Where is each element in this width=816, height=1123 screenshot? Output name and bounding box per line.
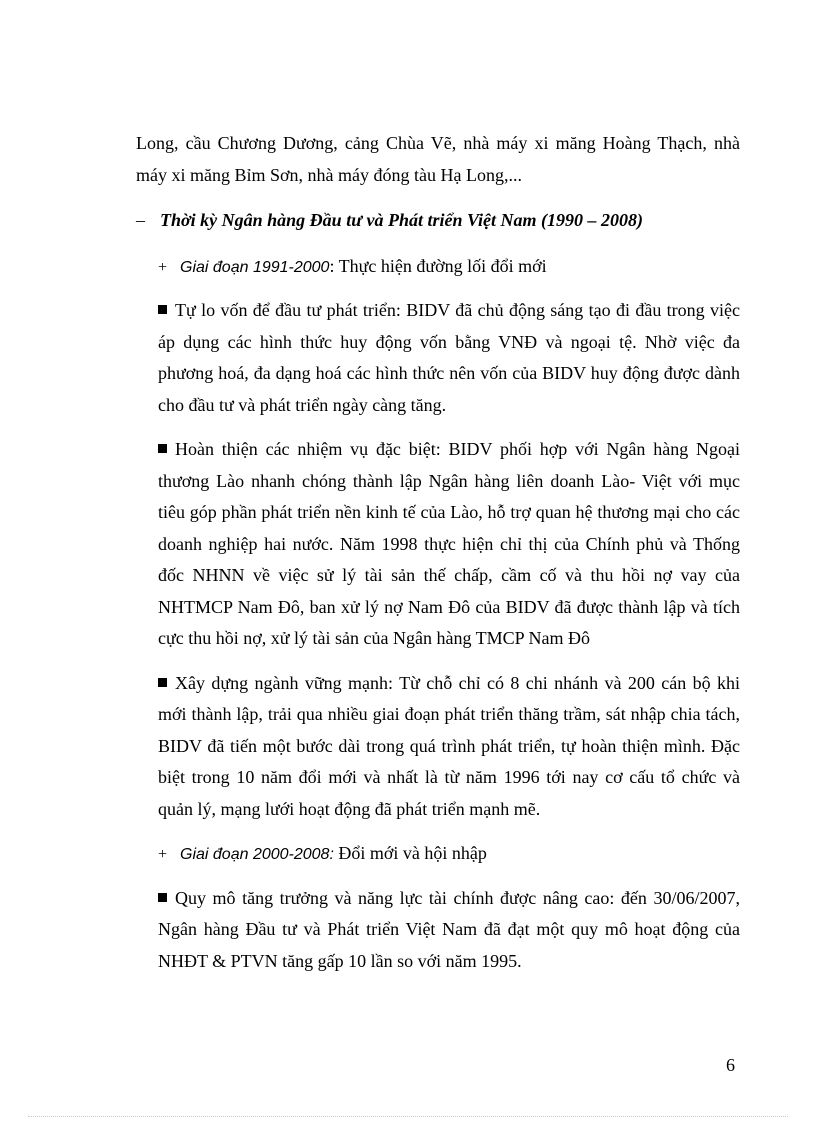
bullet-text: Hoàn thiện các nhiệm vụ đặc biệt: BIDV phối hợp với Ngân hàng Ngoại thương Lào nhanh chóng thành lập Ngân hàng liên doanh Lào- Việt với mục tiêu góp phần phát triển nền kinh tế của Lào, hỗ trợ quan hệ thương mại cho các doanh nghiệp hai nước. Năm 1998 thực hiện chỉ thị của Chính phủ và Thống đốc NHNN về việc sử lý tài sản thế chấp, cầm cố và thu hồi nợ vay của NHTMCP Nam Đô, ban xử lý nợ Nam Đô của BIDV đã được thành lập và tích cực thu hồi nợ, xử lý tài sản của Ngân hàng TMCP Nam Đô bbox=[158, 439, 740, 648]
period-heading-2000-2008 bbox=[158, 838, 740, 871]
period-label: Giai đoạn 1991-2000 bbox=[180, 258, 330, 276]
bullet-item bbox=[158, 883, 740, 978]
period-description: : Thực hiện đường lối đổi mới bbox=[329, 255, 547, 276]
section-title: Thời kỳ Ngân hàng Đầu tư và Phát triển Việt Nam (1990 – 2008) bbox=[160, 210, 643, 230]
bullet-text: Xây dựng ngành vững mạnh: Từ chỗ chỉ có 8 chi nhánh và 200 cán bộ khi mới thành lập, trải qua nhiều giai đoạn phát triển thăng trầm, sát nhập chia tách, BIDV đã tiến một bước dài trong quá trình phát triển, tự hoàn thiện mình. Đặc biệt trong 10 năm đổi mới và nhất là từ năm 1996 tới nay cơ cấu tổ chức và quản lý, mạng lưới hoạt động đã phát triển mạnh mẽ. bbox=[158, 672, 740, 819]
bullet-item bbox=[158, 668, 740, 826]
bullet-item bbox=[158, 295, 740, 421]
plus-marker: + bbox=[158, 846, 168, 863]
bullet-text: Tự lo vốn để đầu tư phát triển: BIDV đã chủ động sáng tạo đi đầu trong việc áp dụng các hình thức huy động vốn bằng VNĐ và ngoại tệ. Nhờ việc đa phương hoá, đa dạng hoá các hình thức nên vốn của BIDV huy động được dành cho đầu tư và phát triển ngày càng tăng. bbox=[158, 300, 740, 415]
period-description: Đổi mới và hội nhập bbox=[333, 843, 487, 863]
square-bullet-icon bbox=[158, 893, 167, 902]
section-heading bbox=[136, 205, 740, 237]
intro-paragraph: Long, cầu Chương Dương, cảng Chùa Vẽ, nhà máy xi măng Hoàng Thạch, nhà máy xi măng Bỉm Sơn, nhà máy đóng tàu Hạ Long,... bbox=[136, 133, 740, 185]
square-bullet-icon bbox=[158, 444, 167, 453]
period-label: Giai đoạn 2000-2008: bbox=[180, 846, 334, 863]
square-bullet-icon bbox=[158, 678, 167, 687]
bullet-text: Quy mô tăng trưởng và năng lực tài chính được nâng cao: đến 30/06/2007, Ngân hàng Đầu tư và Phát triển Việt Nam đã đạt một quy mô hoạt động của NHĐT & PTVN tăng gấp 10 lần so với năm 1995. bbox=[158, 887, 740, 971]
dash-marker: – bbox=[136, 210, 145, 230]
bullet-item bbox=[158, 434, 740, 655]
page-number: 6 bbox=[726, 1055, 735, 1075]
square-bullet-icon bbox=[158, 305, 167, 314]
period-heading-1991-2000 bbox=[158, 251, 740, 284]
document-body bbox=[136, 128, 740, 990]
plus-marker: + bbox=[158, 258, 168, 276]
page-bottom-divider bbox=[28, 1116, 788, 1117]
